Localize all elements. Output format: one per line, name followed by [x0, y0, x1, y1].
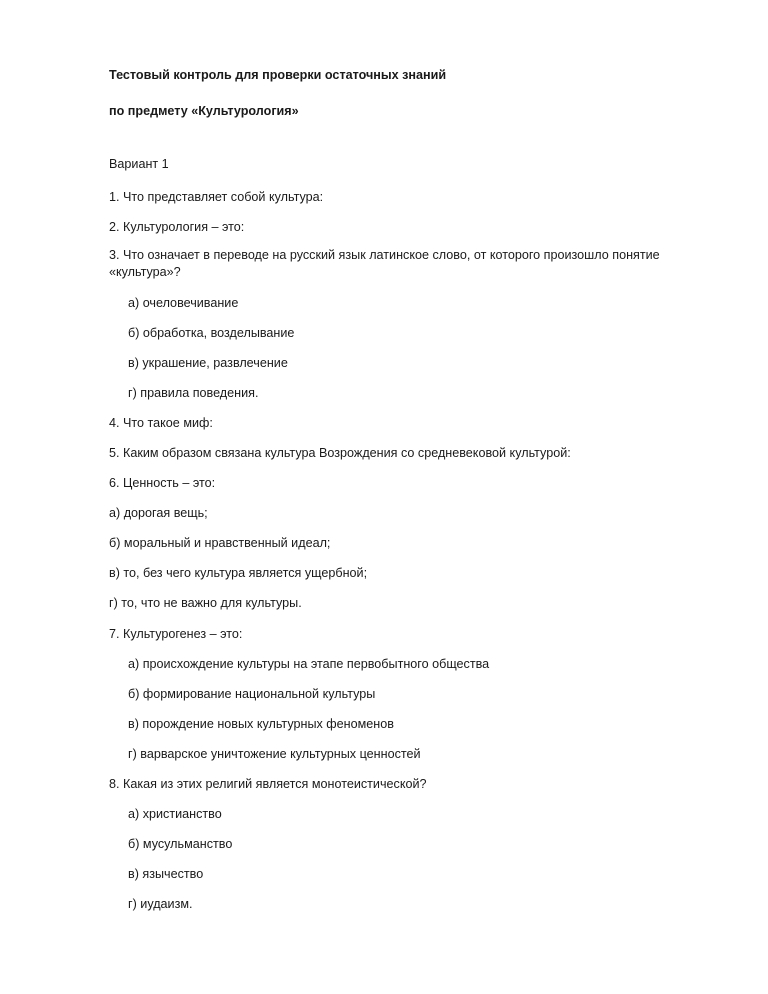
question-8-option-b: б) мусульманство — [128, 837, 233, 851]
variant-heading: Вариант 1 — [109, 157, 169, 171]
question-1: 1. Что представляет собой культура: — [109, 190, 324, 204]
question-3-line-1: 3. Что означает в переводе на русский язык латинское слово, от которого произошло понятие — [109, 248, 660, 262]
document-title-line-2: по предмету «Культурология» — [109, 104, 299, 118]
question-4: 4. Что такое миф: — [109, 416, 213, 430]
question-6-option-d: г) то, что не важно для культуры. — [109, 596, 302, 610]
question-3-option-c: в) украшение, развлечение — [128, 356, 288, 370]
question-7: 7. Культурогенез – это: — [109, 627, 243, 641]
question-2: 2. Культурология – это: — [109, 220, 245, 234]
question-6-option-b: б) моральный и нравственный идеал; — [109, 536, 331, 550]
question-7-option-b: б) формирование национальной культуры — [128, 687, 376, 701]
question-8-option-c: в) язычество — [128, 867, 204, 881]
question-7-option-a: а) происхождение культуры на этапе первобытного общества — [128, 657, 490, 671]
question-7-option-d: г) варварское уничтожение культурных ценностей — [128, 747, 421, 761]
question-6: 6. Ценность – это: — [109, 476, 216, 490]
question-3-option-b: б) обработка, возделывание — [128, 326, 295, 340]
question-6-option-a: а) дорогая вещь; — [109, 506, 208, 520]
question-6-option-c: в) то, без чего культура является ущербной; — [109, 566, 368, 580]
question-3-option-a: а) очеловечивание — [128, 296, 239, 310]
question-3-option-d: г) правила поведения. — [128, 386, 259, 400]
question-5: 5. Каким образом связана культура Возрождения со средневековой культурой: — [109, 446, 571, 460]
document-title-line-1: Тестовый контроль для проверки остаточных знаний — [109, 68, 447, 82]
question-8: 8. Какая из этих религий является монотеистической? — [109, 777, 427, 791]
question-8-option-d: г) иудаизм. — [128, 897, 193, 911]
question-3-line-2: «культура»? — [109, 265, 181, 279]
question-7-option-c: в) порождение новых культурных феноменов — [128, 717, 394, 731]
question-8-option-a: а) христианство — [128, 807, 222, 821]
